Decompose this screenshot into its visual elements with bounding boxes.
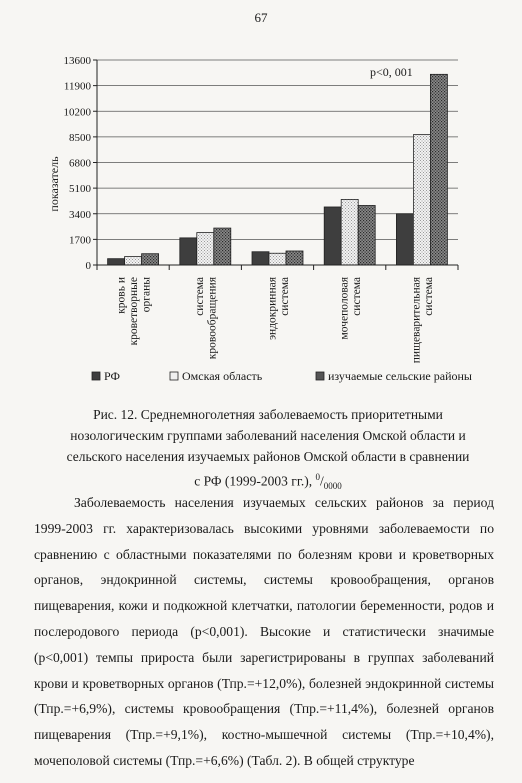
- bar: [180, 238, 197, 265]
- legend-swatch: [316, 372, 324, 380]
- legend-label: РФ: [104, 369, 120, 383]
- x-category-label: [116, 277, 153, 346]
- bar: [252, 252, 269, 265]
- x-category-label: [266, 276, 291, 340]
- x-category-label-line: система: [278, 277, 291, 316]
- x-category-label-line: мочеполовая: [338, 277, 351, 340]
- body-paragraph: Заболеваемость населения изучаемых сельских районов за период 1999-2003 гг. характеризовалась высокими уровнями заболеваемости по сравнению с областными показателями по болезням крови и кроветворных органов, эндокринной системы, системы кровообращения, органов пищеварения, кожи и подкожной клетчатки, патологии беременности, родов и послеродового периода (p<0,001). Высокие и статистически значимые (p<0,001) темпы прироста были зарегистрированы в группах заболеваний крови и кроветворных органов (Тпр.=+12,0%), болезней эндокринной системы (Тпр.=+6,9%), системы кровообращения (Тпр.=+11,4%), болезней органов пищеварения (Тпр.=+9,1%), костно-мышечной системы (Тпр.=+10,4%), мочеполовой системы (Тпр.=+6,6%) (Табл. 2). В общей структуре: [34, 495, 494, 768]
- x-category-label-line: кроветворные: [128, 277, 141, 346]
- bar: [108, 259, 125, 265]
- bar: [197, 233, 214, 265]
- legend-swatch: [170, 372, 178, 380]
- x-category-label-line: система: [194, 277, 207, 316]
- bar: [142, 254, 159, 265]
- bar: [214, 228, 231, 265]
- x-category-label: [411, 276, 436, 363]
- y-tick-label: 0: [85, 260, 91, 272]
- bar: [341, 199, 358, 265]
- bar: [324, 207, 341, 265]
- caption-text: Рис. 12. Среднемноголетняя заболеваемость приоритетными нозологическим группами заболеваний населения Омской области и сельского населения изучаемых районов Омской области в сравнении с РФ (1999-2003 гг.),: [66, 407, 470, 489]
- x-category-label: [338, 276, 363, 339]
- bar: [430, 74, 447, 265]
- x-category-label-line: пищеварительная: [410, 277, 423, 364]
- p-value-annotation: p<0, 001: [370, 65, 413, 79]
- x-category-label-line: кровообращения: [206, 277, 219, 360]
- x-category-label-line: эндокринная: [266, 277, 279, 340]
- bar: [396, 214, 413, 265]
- y-tick-label: 3400: [69, 208, 91, 221]
- caption-unit-sup: 0: [315, 472, 320, 482]
- x-category-label-line: органы: [140, 277, 153, 313]
- x-category-label-line: система: [423, 277, 436, 316]
- y-tick-label: 8500: [69, 131, 91, 144]
- y-tick-label: 10200: [63, 106, 91, 119]
- y-tick-label: 5100: [69, 183, 91, 196]
- y-tick-label: 13600: [63, 55, 91, 67]
- legend-label: Омская область: [182, 369, 263, 383]
- bar: [125, 257, 142, 265]
- grid-layer: [97, 60, 458, 239]
- legend-label: изучаемые сельские районы: [328, 369, 472, 383]
- x-category-label: [194, 276, 219, 359]
- bar: [358, 205, 375, 265]
- page-number: 67: [254, 10, 268, 25]
- bar: [286, 251, 303, 265]
- x-category-label-line: система: [350, 277, 363, 316]
- y-tick-label: 6800: [69, 157, 91, 170]
- y-axis-label: показатель: [47, 156, 61, 212]
- bars-layer: [108, 74, 448, 265]
- legend: [92, 369, 472, 383]
- caption-unit-sub: 0000: [323, 481, 342, 492]
- legend-swatch: [92, 372, 100, 380]
- bar: [413, 135, 430, 265]
- x-category-label-line: кровь и: [115, 277, 128, 314]
- y-tick-label: 11900: [63, 80, 91, 93]
- y-tick-label: 1700: [69, 234, 91, 247]
- bar-chart: [0, 40, 522, 400]
- bar: [269, 253, 286, 265]
- figure-caption: Рис. 12. Среднемноголетняя заболеваемость приоритетными нозологическим группами заболеваний населения Омской области и сельского населения изучаемых районов Омской области в сравнении с РФ (1999-2003 гг.), $^0/_{0000}$: [66, 407, 470, 492]
- category-labels: [116, 276, 436, 363]
